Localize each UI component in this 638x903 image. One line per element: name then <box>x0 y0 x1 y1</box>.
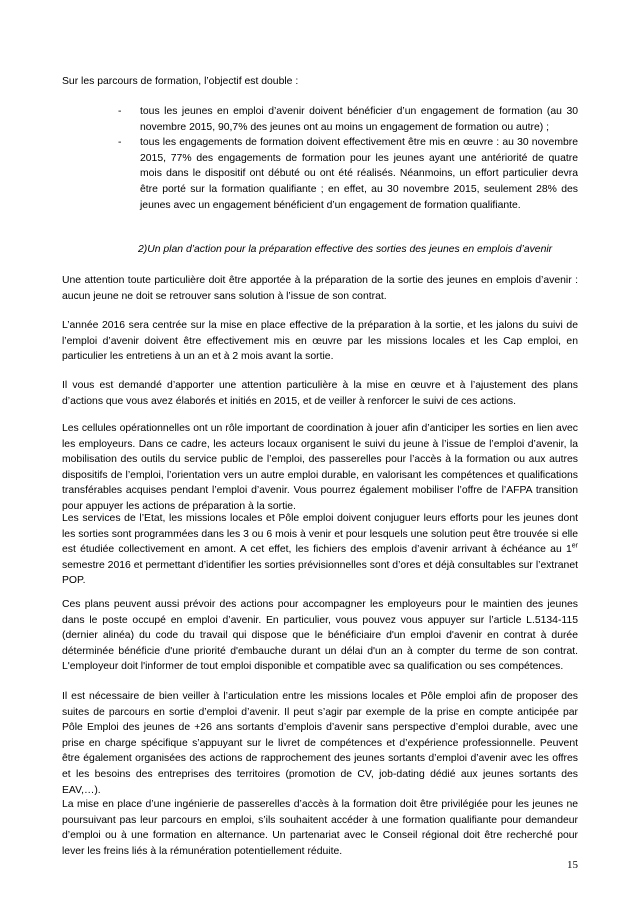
paragraph-text: semestre 2016 et permettant d’identifier les sorties prévisionnelles sont d’ores et déjà consultables sur l’extranet POP. <box>62 559 578 587</box>
paragraph: Une attention toute particulière doit être apportée à la préparation de la sortie des jeunes en emplois d’avenir : aucun jeune ne doit se retrouver sans solution à l’issue de son contrat. <box>62 275 578 302</box>
list-dash: - <box>118 106 122 117</box>
list-dash: - <box>118 137 122 149</box>
list-item-text: tous les engagements de formation doivent effectivement être mis en œuvre : au 30 novembre 2015, 77% des engagements de formation pour les jeunes ayant une antériorité de quatre mois dans le dispositif ont débuté ou ont été réalisés. Néanmoins, un effort particulier devra être porté sur la formation qualifiante ; en effet, au 30 novembre 2015, seulement 28% des jeunes avec un engagement bénéficient d’un engagement de formation qualifiante. <box>140 137 578 211</box>
paragraph: Il est nécessaire de bien veiller à l’articulation entre les missions locales et Pôle emploi afin de proposer des suites de parcours en sortie d’emploi d’avenir. Il peut s’agir par exemple de la prise en compte anticipée par Pôle Emploi des jeunes de +26 ans sortants d’emplois d’avenir sans perspective d’emploi durable, avec une prise en charge spécifique s’appuyant sur le livret de compétences et d’expérience professionnelle. Peuvent être également organisées des actions de rapprochement des jeunes sortants d’emploi d’avenir avec les offres et les besoins des entreprises des territoires (promotion de CV, job-dating dédié aux jeunes sortants des EAV,…). <box>62 691 578 796</box>
list-item <box>118 104 578 135</box>
list-item <box>118 135 578 213</box>
paragraph: La mise en place d’une ingénierie de passerelles d’accès à la formation doit être privilégiée pour les jeunes ne poursuivant pas leur parcours en emploi, s’ils souhaitent accéder à une formation qualifiante pour demandeur d’emploi ou à une formation en alternance. Un partenariat avec le Conseil régional doit être recherché pour lever les freins liés à la rémunération potentiellement réduite. <box>62 799 578 857</box>
list-item-text: tous les jeunes en emploi d’avenir doivent bénéficier d’un engagement de formation (au 30 novembre 2015, 90,7% des jeunes ont au moins un engagement de formation ou autre) ; <box>140 106 578 133</box>
paragraph <box>62 511 578 589</box>
intro-text: Sur les parcours de formation, l’objectif est double : <box>62 76 299 87</box>
paragraph: Les cellules opérationnelles ont un rôle important de coordination à jouer afin d’anticiper les sorties en lien avec les employeurs. Dans ce cadre, les acteurs locaux organisent le suivi du jeune à l’issue de l’emploi d’avenir, la mobilisation des outils du service public de l’emploi, des passerelles pour l’accès à la formation ou aux autres dispositifs de l’emploi, l’orientation vers un autre emploi durable, en valorisant les compétences et qualifications transférables acquises pendant l’emploi d’avenir. Vous pourrez également mobiliser l’offre de l’AFPA transition pour appuyer les actions de préparation à la sortie. <box>62 423 578 512</box>
page-number: 15 <box>567 859 578 871</box>
paragraph: Ces plans peuvent aussi prévoir des actions pour accompagner les employeurs pour le maintien des jeunes dans le poste occupé en emploi d’avenir. En particulier, vous pouvez vous appuyer sur l’article L.5134-115 (dernier alinéa) du code du travail qui dispose que le bénéficiaire d'un emploi d'avenir en contrat à durée déterminée bénéficie d'une priorité d'embauche durant un délai d'un an à compter du terme de son contrat. L'employeur doit l'informer de tout emploi disponible et compatible avec sa qualification ou ses compétences. <box>62 599 578 673</box>
paragraph: Il vous est demandé d’apporter une attention particulière à la mise en œuvre et à l’ajustement des plans d’actions que vous avez élaborés et initiés en 2015, et de veiller à renforcer le suivi de ces actions. <box>62 380 578 407</box>
paragraph-text: Les services de l’Etat, les missions locales et Pôle emploi doivent conjuguer leurs efforts pour les jeunes dont les sorties sont programmées dans les 3 ou 6 mois à venir et pour lesquels une solution peut être trouvée si elle est étudiée collectivement en amont. A cet effet, les fichiers des emplois d’avenir arrivant à échéance au 1 <box>62 513 578 556</box>
paragraph: L’année 2016 sera centrée sur la mise en place effective de la préparation à la sortie, et les jalons du suivi de l’emploi d’avenir doivent être effectivement mis en œuvre par les missions locales et les Cap emploi, en particulier les entretiens à un an et à 2 mois avant la sortie. <box>62 320 578 363</box>
section-heading: 2)Un plan d’action pour la préparation effective des sorties des jeunes en emplois d’avenir <box>138 244 553 255</box>
superscript: er <box>571 542 578 550</box>
objective-list <box>118 104 578 213</box>
